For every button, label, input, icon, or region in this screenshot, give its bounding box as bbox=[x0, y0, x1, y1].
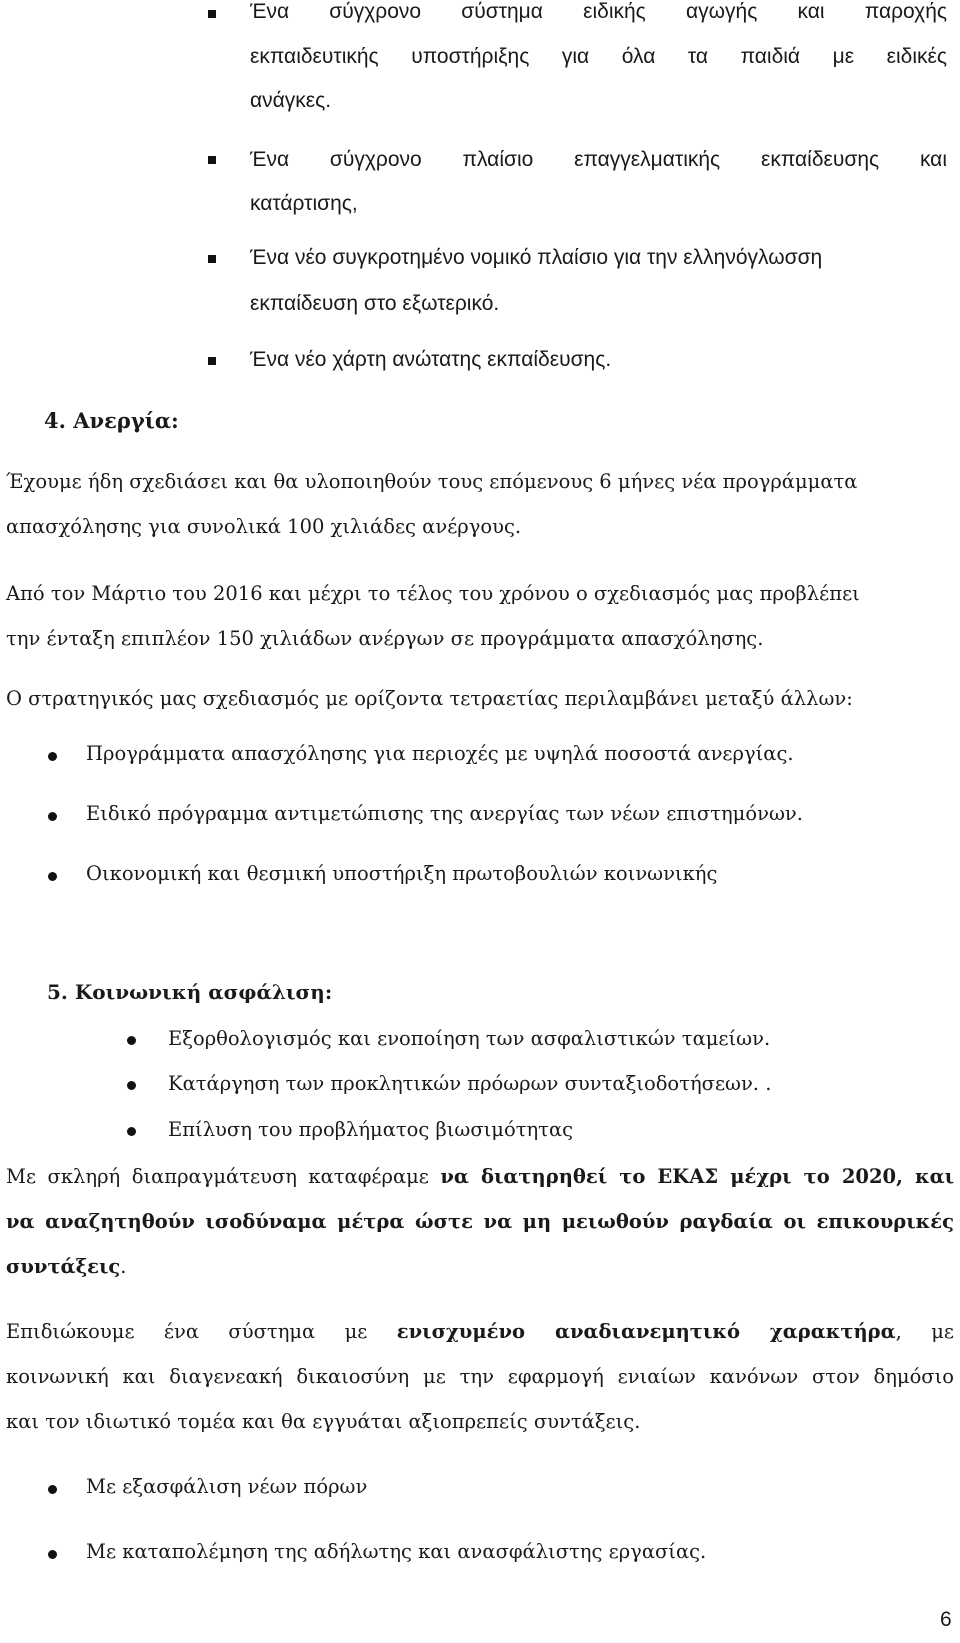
paragraph-line: την ένταξη επιπλέον 150 χιλιάδων ανέργων σε προγράμματα απασχόλησης. bbox=[6, 627, 764, 650]
section-heading: 5. Κοινωνική ασφάλιση: bbox=[47, 980, 333, 1004]
list-item: Επίλυση του προβλήματος βιωσιμότητας bbox=[168, 1118, 574, 1141]
list-item-line: εκπαιδευτικής υποστήριξης για όλα τα παιδιά με ειδικές bbox=[250, 45, 947, 68]
list-item-line: Ένα νέο συγκροτημένο νομικό πλαίσιο για την ελληνόγλωσση bbox=[250, 246, 823, 269]
emphasis-text: ενισχυμένο αναδιανεμητικό χαρακτήρα bbox=[396, 1320, 896, 1343]
list-item-line: εκπαίδευση στο εξωτερικό. bbox=[250, 292, 500, 315]
list-item: Προγράμματα απασχόλησης για περιοχές με υψηλά ποσοστά ανεργίας. bbox=[86, 742, 794, 765]
paragraph-text: , με bbox=[895, 1320, 954, 1343]
list-item-line: Ένα νέο χάρτη ανώτατης εκπαίδευσης. bbox=[250, 348, 612, 371]
bullet-icon bbox=[48, 1485, 57, 1494]
emphasis-text: συντάξεις bbox=[6, 1255, 121, 1278]
bullet-icon bbox=[127, 1036, 136, 1045]
paragraph-line: απασχόλησης για συνολικά 100 χιλιάδες ανέργους. bbox=[6, 515, 522, 538]
paragraph-line bbox=[6, 1320, 954, 1343]
paragraph-line: Έχουμε ήδη σχεδιάσει και θα υλοποιηθούν τους επόμενους 6 μήνες νέα προγράμματα bbox=[6, 470, 858, 493]
list-item: Οικονομική και θεσμική υποστήριξη πρωτοβουλιών κοινωνικής bbox=[86, 862, 718, 885]
bullet-icon bbox=[48, 1550, 57, 1559]
emphasis-text: να αναζητηθούν ισοδύναμα μέτρα ώστε να μη μειωθούν ραγδαία οι επικουρικές bbox=[6, 1210, 954, 1233]
paragraph-line: Από τον Μάρτιο του 2016 και μέχρι το τέλος του χρόνου ο σχεδιασμός μας προβλέπει bbox=[6, 582, 860, 605]
bullet-icon bbox=[48, 872, 57, 881]
bullet-icon bbox=[127, 1127, 136, 1136]
paragraph-line bbox=[6, 1165, 954, 1188]
square-bullet-icon bbox=[208, 255, 216, 263]
bullet-icon bbox=[127, 1081, 136, 1090]
paragraph-line bbox=[6, 1255, 126, 1278]
paragraph-line: κοινωνική και διαγενεακή δικαιοσύνη με την εφαρμογή ενιαίων κανόνων στον δημόσιο bbox=[6, 1365, 954, 1388]
list-item-line: ανάγκες. bbox=[250, 89, 332, 112]
page-number: 6 bbox=[940, 1608, 952, 1631]
square-bullet-icon bbox=[208, 156, 216, 164]
list-item-line: κατάρτισης, bbox=[250, 192, 358, 215]
section-heading: 4. Ανεργία: bbox=[44, 408, 179, 433]
emphasis-text: να διατηρηθεί το ΕΚΑΣ μέχρι το 2020, και bbox=[440, 1165, 955, 1188]
bullet-icon bbox=[48, 752, 57, 761]
paragraph-text: . bbox=[120, 1255, 127, 1278]
paragraph-line: και τον ιδιωτικό τομέα και θα εγγυάται αξιοπρεπείς συντάξεις. bbox=[6, 1410, 641, 1433]
list-item: Ειδικό πρόγραμμα αντιμετώπισης της ανεργίας των νέων επιστημόνων. bbox=[86, 802, 803, 825]
paragraph-line bbox=[6, 1210, 954, 1233]
bullet-icon bbox=[48, 812, 57, 821]
list-item: Κατάργηση των προκλητικών πρόωρων συνταξιοδοτήσεων. . bbox=[168, 1072, 772, 1095]
list-item: Με εξασφάλιση νέων πόρων bbox=[86, 1475, 368, 1498]
paragraph-line: Ο στρατηγικός μας σχεδιασμός με ορίζοντα τετραετίας περιλαμβάνει μεταξύ άλλων: bbox=[6, 687, 853, 710]
square-bullet-icon bbox=[208, 357, 216, 365]
square-bullet-icon bbox=[208, 10, 216, 18]
list-item: Εξορθολογισμός και ενοποίηση των ασφαλιστικών ταμείων. bbox=[168, 1027, 771, 1050]
list-item-line: Ένα σύγχρονο σύστημα ειδικής αγωγής και παροχής bbox=[250, 0, 947, 23]
paragraph-text: Επιδιώκουμε ένα σύστημα με bbox=[6, 1320, 397, 1343]
paragraph-text: Με σκληρή διαπραγμάτευση καταφέραμε bbox=[6, 1165, 441, 1188]
list-item-line: Ένα σύγχρονο πλαίσιο επαγγελματικής εκπαίδευσης και bbox=[250, 148, 947, 171]
list-item: Με καταπολέμηση της αδήλωτης και ανασφάλιστης εργασίας. bbox=[86, 1540, 707, 1563]
